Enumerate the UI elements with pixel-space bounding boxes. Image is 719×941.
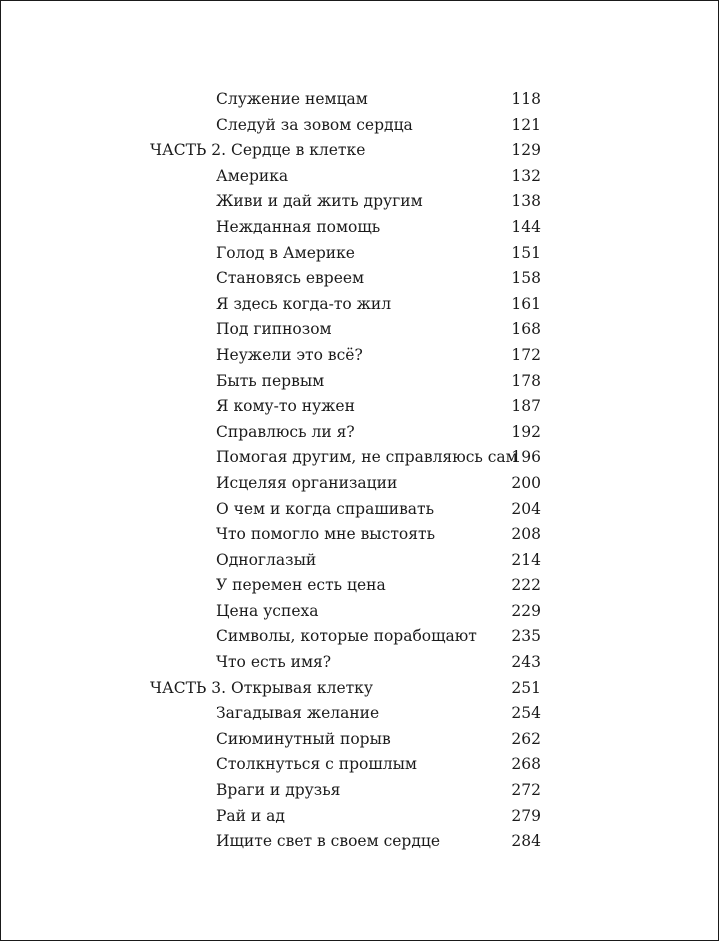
toc-entry bbox=[1, 343, 719, 369]
toc-entry bbox=[1, 497, 719, 523]
toc-entry bbox=[1, 87, 719, 113]
toc-page-number: 214 bbox=[511, 550, 541, 569]
toc-entry-title: О чем и когда спрашивать bbox=[216, 499, 435, 518]
toc-entry-title: Рай и ад bbox=[216, 806, 285, 825]
toc-entry bbox=[1, 420, 719, 446]
toc-entry bbox=[1, 599, 719, 625]
toc-page-number: 138 bbox=[511, 192, 541, 211]
toc-entry bbox=[1, 701, 719, 727]
toc-entry bbox=[1, 113, 719, 139]
toc-entry-title: Ищите свет в своем сердце bbox=[216, 832, 441, 851]
toc-page-number: 254 bbox=[511, 704, 541, 723]
toc-entry-title: Неужели это всё? bbox=[216, 345, 363, 364]
toc-part-heading bbox=[1, 676, 719, 702]
toc-entry-title: Столкнуться с прошлым bbox=[216, 755, 417, 774]
toc-page-number: 284 bbox=[511, 832, 541, 851]
toc-entry-title: Быть первым bbox=[216, 371, 325, 390]
toc-page-number: 129 bbox=[511, 141, 541, 160]
toc-part-heading bbox=[1, 138, 719, 164]
toc-page-number: 192 bbox=[511, 422, 541, 441]
toc-entry-title: Под гипнозом bbox=[216, 320, 332, 339]
toc-page-number: 243 bbox=[511, 653, 541, 672]
toc-entry bbox=[1, 624, 719, 650]
toc-entry bbox=[1, 548, 719, 574]
toc-entry bbox=[1, 778, 719, 804]
toc-page-number: 187 bbox=[511, 397, 541, 416]
toc-page-number: 178 bbox=[511, 371, 541, 390]
toc-entry bbox=[1, 317, 719, 343]
toc-page-number: 272 bbox=[511, 781, 541, 800]
toc-page-number: 168 bbox=[511, 320, 541, 339]
toc-page-number: 204 bbox=[511, 499, 541, 518]
toc-entry-title: Символы, которые порабощают bbox=[216, 627, 477, 646]
toc-entry-title: Америка bbox=[216, 166, 289, 185]
toc-entry-title: Цена успеха bbox=[216, 601, 319, 620]
table-of-contents bbox=[1, 87, 719, 855]
toc-entry-title: ЧАСТЬ 3. Открывая клетку bbox=[150, 678, 373, 697]
toc-page-number: 251 bbox=[511, 678, 541, 697]
toc-entry-title: Что есть имя? bbox=[216, 653, 332, 672]
toc-entry-title: Следуй за зовом сердца bbox=[216, 115, 413, 134]
toc-entry-title: Сиюминутный порыв bbox=[216, 729, 391, 748]
toc-entry-title: Исцеляя организации bbox=[216, 473, 398, 492]
toc-page-number: 279 bbox=[511, 806, 541, 825]
toc-entry bbox=[1, 215, 719, 241]
toc-page-number: 161 bbox=[511, 294, 541, 313]
toc-entry-title: Голод в Америке bbox=[216, 243, 355, 262]
toc-entry bbox=[1, 752, 719, 778]
toc-page-number: 132 bbox=[511, 166, 541, 185]
toc-page-number: 229 bbox=[511, 601, 541, 620]
toc-page-number: 222 bbox=[511, 576, 541, 595]
toc-page-number: 151 bbox=[511, 243, 541, 262]
toc-entry-title: ЧАСТЬ 2. Сердце в клетке bbox=[150, 141, 366, 160]
toc-entry bbox=[1, 650, 719, 676]
toc-page-number: 208 bbox=[511, 525, 541, 544]
toc-page-number: 144 bbox=[511, 217, 541, 236]
toc-page-number: 235 bbox=[511, 627, 541, 646]
toc-entry-title: Помогая другим, не справляюсь сам bbox=[216, 448, 518, 467]
toc-entry bbox=[1, 471, 719, 497]
toc-entry bbox=[1, 804, 719, 830]
toc-entry-title: Загадывая желание bbox=[216, 704, 380, 723]
toc-entry bbox=[1, 445, 719, 471]
toc-entry bbox=[1, 369, 719, 395]
toc-page-number: 172 bbox=[511, 345, 541, 364]
toc-page-number: 158 bbox=[511, 269, 541, 288]
toc-entry-title: Служение немцам bbox=[216, 90, 368, 108]
toc-page-number: 262 bbox=[511, 729, 541, 748]
toc-page-number: 121 bbox=[511, 115, 541, 134]
toc-entry-title: Живи и дай жить другим bbox=[216, 192, 423, 211]
toc-entry-title: Я здесь когда-то жил bbox=[216, 294, 392, 313]
toc-entry-title: Справлюсь ли я? bbox=[216, 422, 355, 441]
toc-entry-title: Становясь евреем bbox=[216, 269, 365, 288]
toc-entry-title: Что помогло мне выстоять bbox=[216, 525, 436, 544]
toc-entry-title: Враги и друзья bbox=[216, 781, 341, 800]
toc-entry bbox=[1, 241, 719, 267]
toc-entry-title: У перемен есть цена bbox=[216, 576, 386, 595]
toc-entry bbox=[1, 522, 719, 548]
toc-page-number: 118 bbox=[511, 90, 541, 108]
toc-entry bbox=[1, 573, 719, 599]
toc-page-number: 200 bbox=[511, 473, 541, 492]
toc-entry bbox=[1, 829, 719, 855]
toc-entry bbox=[1, 266, 719, 292]
toc-entry bbox=[1, 727, 719, 753]
toc-entry-title: Я кому-то нужен bbox=[216, 397, 355, 416]
toc-entry-title: Одноглазый bbox=[216, 550, 317, 569]
toc-entry bbox=[1, 189, 719, 215]
toc-entry bbox=[1, 292, 719, 318]
toc-page-number: 196 bbox=[511, 448, 541, 467]
toc-entry bbox=[1, 164, 719, 190]
toc-entry bbox=[1, 394, 719, 420]
toc-page-number: 268 bbox=[511, 755, 541, 774]
toc-entry-title: Нежданная помощь bbox=[216, 217, 381, 236]
